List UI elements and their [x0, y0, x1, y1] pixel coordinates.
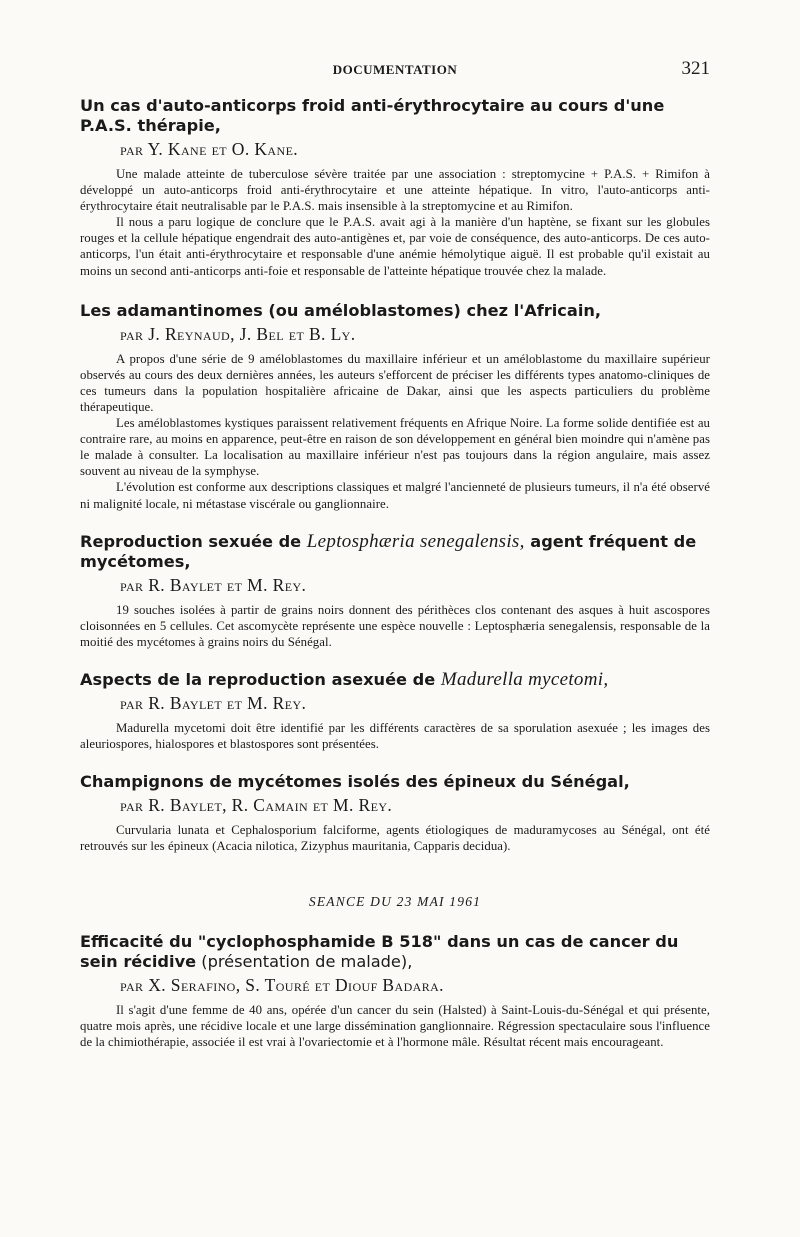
article-authors: par X. Serafino, S. Touré et Diouf Badara.	[120, 975, 444, 996]
page-header	[80, 58, 710, 82]
article-cyclophosphamide	[80, 932, 710, 1050]
article-auto-anticorps	[80, 96, 710, 279]
article-title-text: Efficacité du "cyclophosphamide B 518" dans un cas de cancer du sein récidive	[80, 932, 679, 972]
article-title-species: Madurella mycetomi,	[440, 668, 609, 690]
article-title-subtitle: (présentation de malade),	[196, 952, 413, 972]
article-title	[80, 670, 710, 690]
article-title	[80, 932, 710, 972]
article-title	[80, 301, 710, 321]
article-paragraph: Il nous a paru logique de conclure que le P.A.S. avait agi à la manière d'un haptène, se fixant sur les globules rouges et la cellule hépatique engendrait des auto-antigènes et, par voie de conséquence, des auto-anticorps. De ces auto-anticorps, l'un était anti-érythrocytaire et responsable d'une anémie hémolytique aiguë. Il est probable qu'il existait au moins un second anti-anticorps anti-foie et responsable de l'atteinte hépatique trouvée chez la malade.	[80, 215, 710, 278]
session-heading: SEANCE DU 23 MAI 1961	[308, 894, 482, 910]
article-paragraph: Curvularia lunata et Cephalosporium falciforme, agents étiologiques de maduramycoses au Sénégal, ont été retrouvés sur les épineux (Acacia nilotica, Zizyphus mauritania, Capparis decidua).	[80, 823, 710, 854]
page-content	[80, 96, 710, 1051]
article-title-text: Reproduction sexuée de	[80, 531, 307, 551]
article-title-text-end: agent fréquent de mycétomes,	[80, 531, 697, 571]
article-title-species: Leptosphæria senegalensis,	[306, 530, 525, 552]
article-paragraph: Les améloblastomes kystiques paraissent relativement fréquents en Afrique Noire. La forme solide dentifiée est au contraire rare, au moins en apparence, peut-être en raison de son développement en général bien moindre qui n'amène pas le malade à consulter. La localisation au maxillaire inférieur n'est pas toujours dans la région angulaire, mais assez souvent au niveau de la symphyse.	[80, 416, 710, 479]
article-leptosphaeria	[80, 532, 710, 650]
article-paragraph: A propos d'une série de 9 améloblastomes du maxillaire inférieur et un améloblastome du maxillaire supérieur observés au cours des deux dernières années, les auteurs s'efforcent de préciser les différents types anatomo-cliniques de ces tumeurs dans la population hospitalière africaine de Dakar, ainsi que les aspects particuliers du problème thérapeutique.	[80, 351, 710, 414]
article-champignons	[80, 772, 710, 854]
article-paragraph: 19 souches isolées à partir de grains noirs donnent des périthèces clos contenant des asques à huit ascospores cloisonnées en 5 cellules. Cet ascomycète représente une espèce nouvelle : Leptosphæria senegalensis, responsable de la moitié des mycétomes à grains noirs du Sénégal.	[80, 602, 710, 649]
article-authors: par J. Reynaud, J. Bel et B. Ly.	[120, 323, 356, 344]
article-title	[80, 96, 710, 136]
article-madurella	[80, 670, 710, 752]
article-title-text: Les adamantinomes (ou améloblastomes) chez l'Africain,	[80, 300, 602, 320]
page-number: 321	[681, 58, 710, 79]
article-authors: par R. Baylet et M. Rey.	[120, 692, 307, 713]
article-paragraph: Une malade atteinte de tuberculose sévère traitée par une association : streptomycine + P.A.S. + Rimifon à développé un auto-anticorps froid anti-érythrocytaire et une atteinte hépatique. In vitro, l'auto-anticorps anti-érythrocytaire était neutralisable par le P.A.S. mais insensible à la streptomycine et au Rimifon.	[80, 167, 710, 214]
article-paragraph: L'évolution est conforme aux descriptions classiques et malgré l'ancienneté de plusieurs tumeurs, il n'a été observé ni malignité locale, ni métastase viscérale ou ganglionnaire.	[80, 480, 710, 511]
article-title	[80, 772, 710, 792]
article-adamantinomes	[80, 301, 710, 512]
article-title	[80, 532, 710, 572]
article-title-text: Aspects de la reproduction asexuée de	[80, 669, 441, 689]
article-title-text: Champignons de mycétomes isolés des épineux du Sénégal,	[80, 772, 630, 792]
running-head: DOCUMENTATION	[332, 62, 458, 77]
article-paragraph: Madurella mycetomi doit être identifié par les différents caractères de sa sporulation asexuée ; les images des aleuriospores, hialospores et blastospores sont présentées.	[80, 720, 710, 751]
article-title-text: Un cas d'auto-anticorps froid anti-érythrocytaire au cours d'une P.A.S. thérapie,	[80, 96, 665, 135]
article-authors: par Y. Kane et O. Kane.	[120, 139, 299, 159]
article-paragraph: Il s'agit d'une femme de 40 ans, opérée d'un cancer du sein (Halsted) à Saint-Louis-du-Sénégal et qui présente, quatre mois après, une récidive locale et une large dissémination ganglionnaire. Régression spectaculaire sous l'influence de la chimiothérapie, associée il est vrai à l'ovariectomie et à l'hormone mâle. Résultat récent mais encourageant.	[80, 1003, 710, 1050]
article-authors: par R. Baylet et M. Rey.	[120, 574, 307, 595]
article-authors: par R. Baylet, R. Camain et M. Rey.	[120, 795, 393, 816]
